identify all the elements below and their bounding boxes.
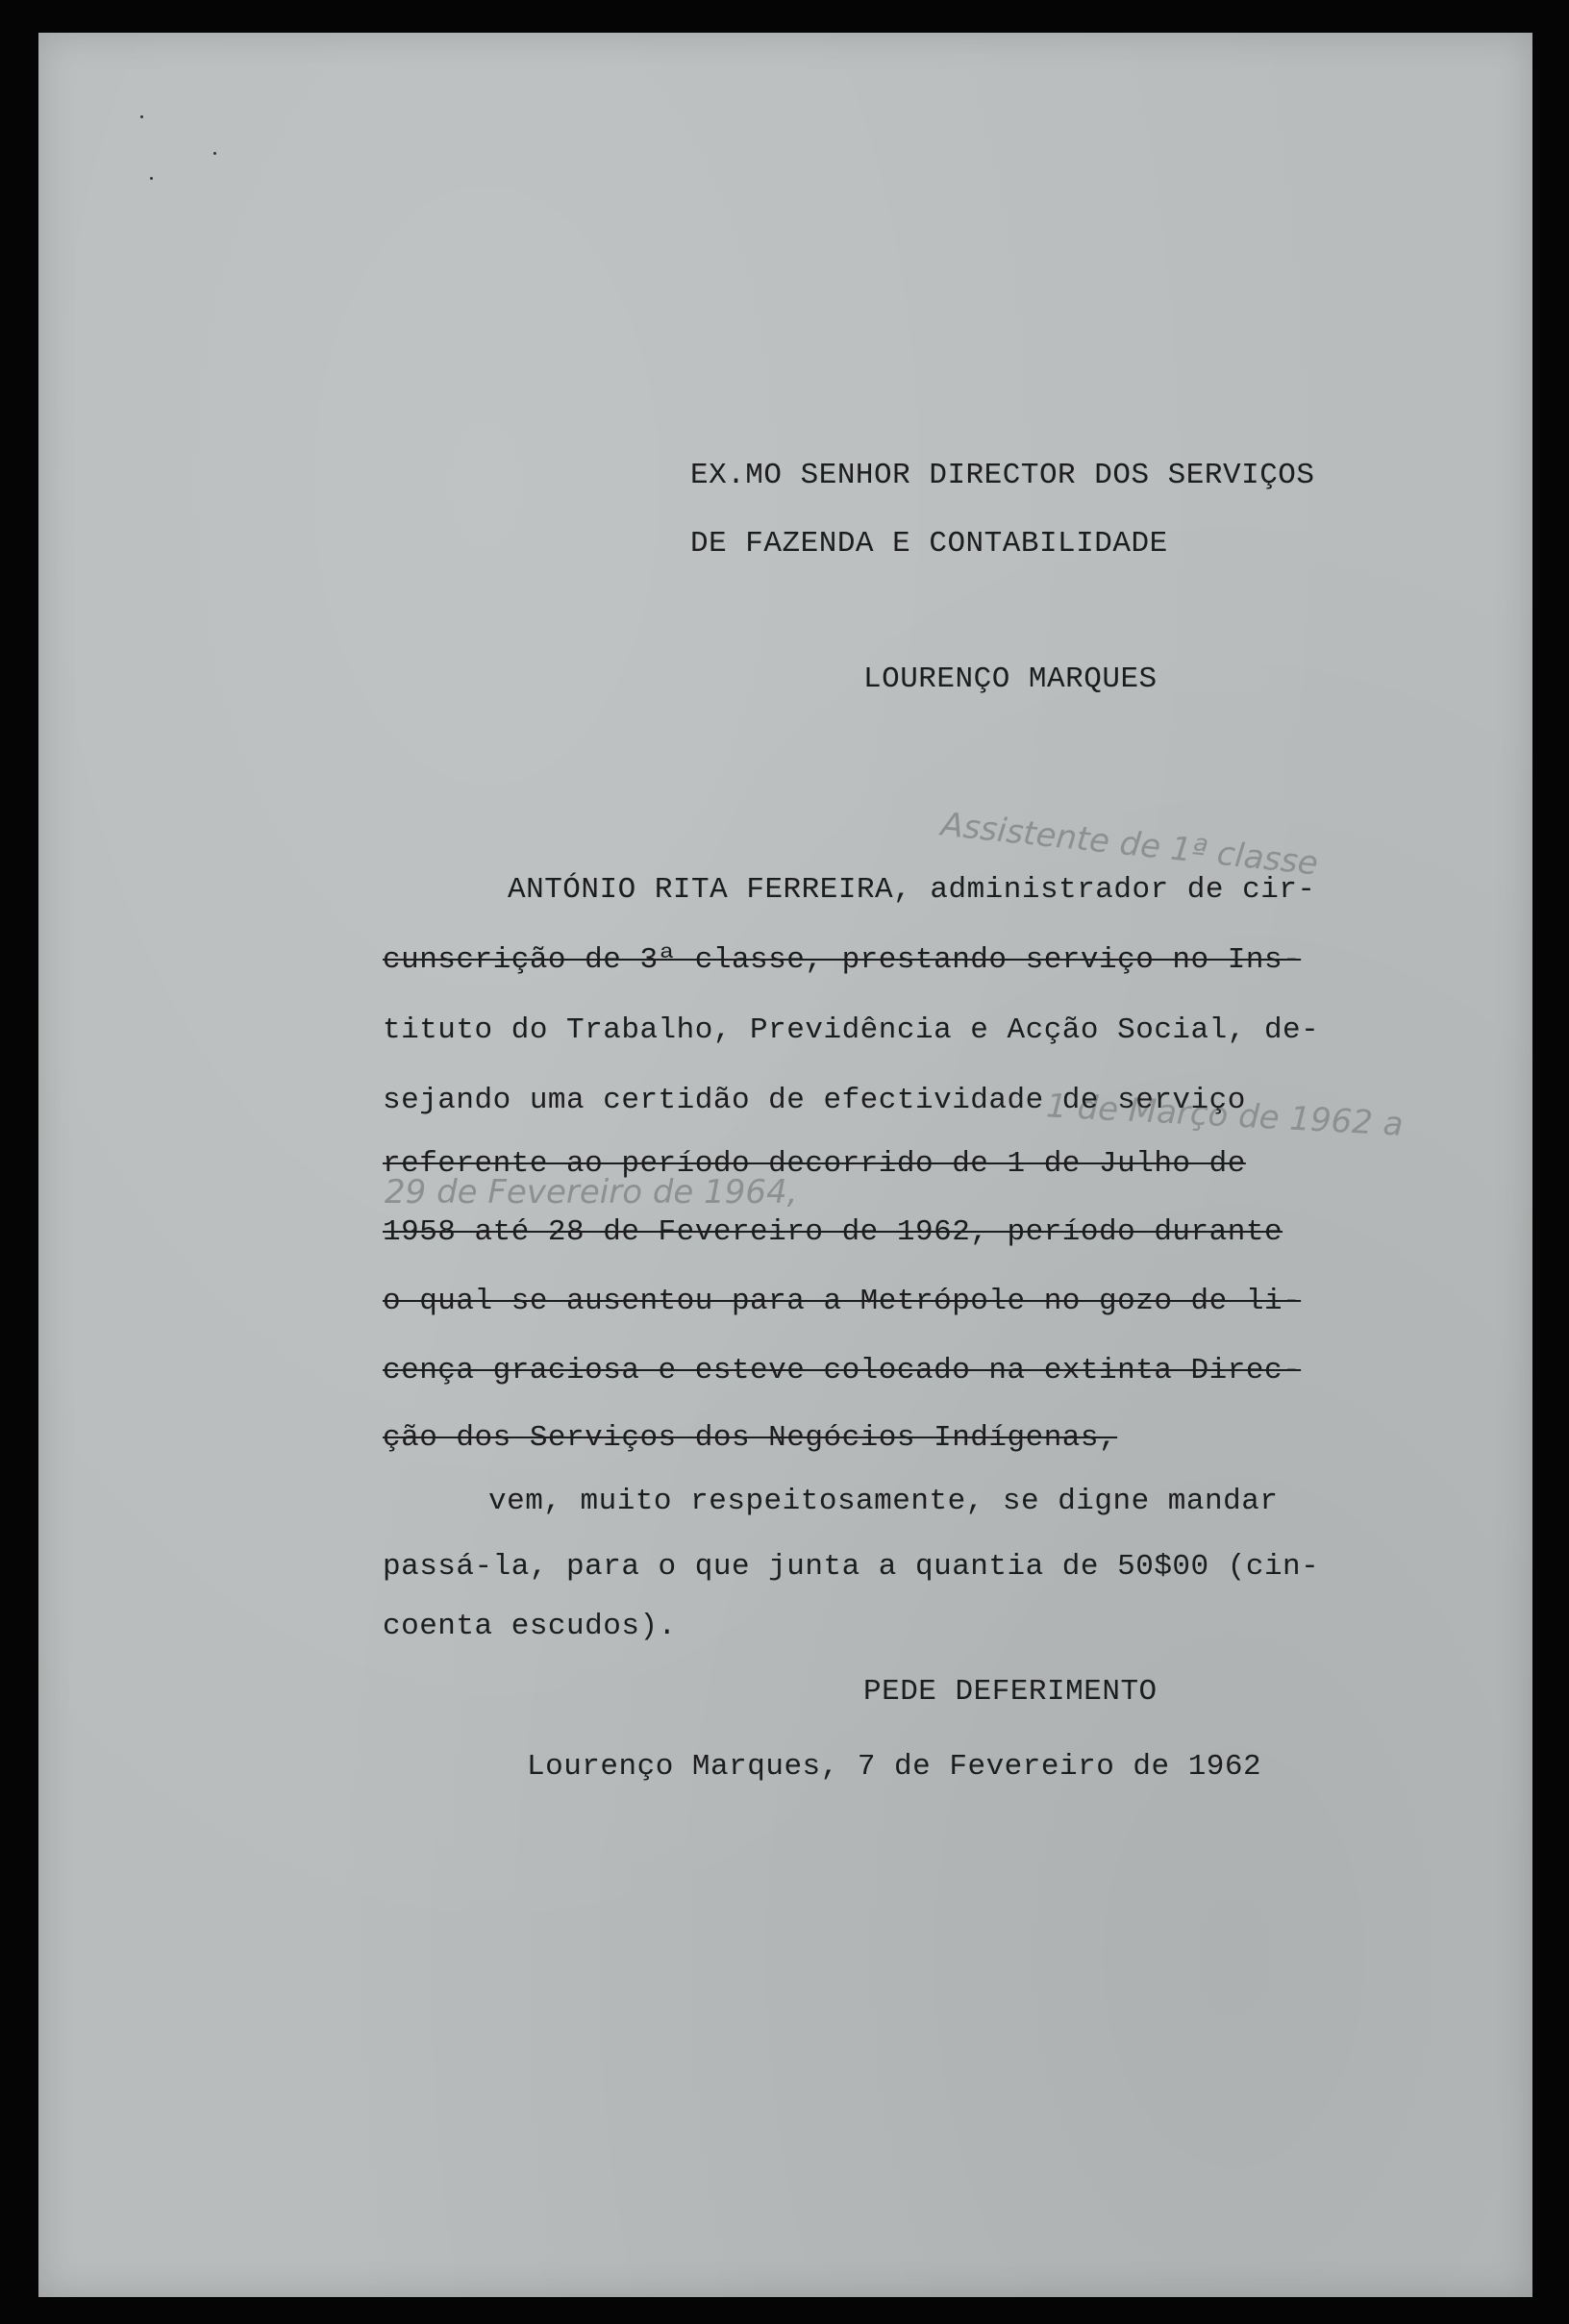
body-line-5: referente ao período decorrido de 1 de Julho de	[383, 1147, 1246, 1181]
body-line-3: tituto do Trabalho, Previdência e Acção Social, de-	[383, 1013, 1320, 1047]
body-line-9: ção dos Serviços dos Negócios Indígenas,	[383, 1421, 1118, 1455]
body-line-1	[508, 875, 1316, 905]
place-and-date: Lourenço Marques, 7 de Fevereiro de 1962	[527, 1750, 1262, 1784]
request-line-3: coenta escudos).	[383, 1610, 677, 1643]
body-line-2: cunscrição de 3ª classe, prestando serviço no Ins-	[383, 943, 1302, 977]
body-line-7: o qual se ausentou para a Metrópole no gozo de li-	[383, 1285, 1302, 1318]
addressee-city: LOURENÇO MARQUES	[863, 662, 1158, 696]
body-line-8: cença graciosa e esteve colocado na extinta Direc-	[383, 1354, 1302, 1387]
request-line-2: passá-la, para o que junta a quantia de 50$00 (cin-	[383, 1550, 1320, 1584]
handwritten-date-start: 1 de Março de 1962 a	[1045, 1087, 1405, 1144]
handwritten-rank-note: Assistente de 1ª classe	[938, 805, 1320, 884]
handwritten-date-end: 29 de Fevereiro de 1964,	[385, 1173, 798, 1212]
request-line-1: vem, muito respeitosamente, se digne mandar	[488, 1485, 1279, 1518]
pede-deferimento: PEDE DEFERIMENTO	[863, 1675, 1158, 1709]
addressee-line-2: DE FAZENDA E CONTABILIDADE	[690, 527, 1168, 561]
body-line-6: 1958 até 28 de Fevereiro de 1962, período durante	[383, 1215, 1283, 1249]
body-line-1-text: ANTÓNIO RITA FERREIRA, administrador de cir-	[508, 873, 1316, 907]
addressee-line-1: EX.MO SENHOR DIRECTOR DOS SERVIÇOS	[690, 459, 1315, 492]
body-line-4: sejando uma certidão de efectividade de serviço	[383, 1084, 1246, 1117]
